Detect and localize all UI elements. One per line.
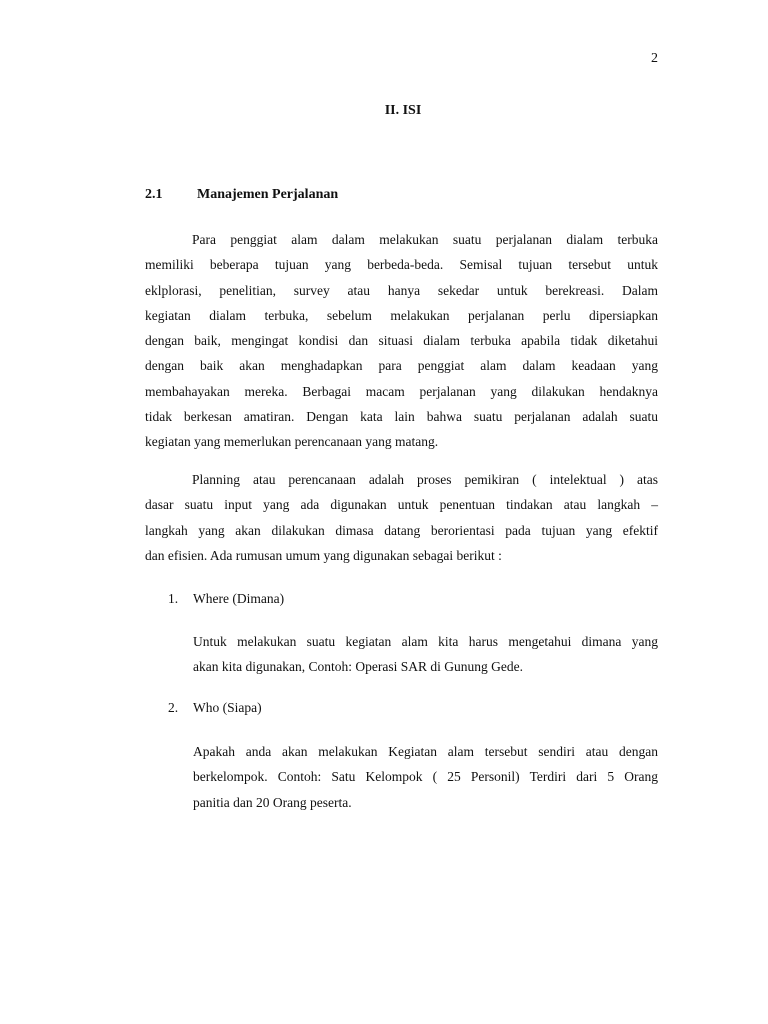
paragraph-line: dengan baik akan menghadapkan para penggiat alam dalam keadaan yang xyxy=(145,358,658,374)
paragraph-line: kegiatan yang memerlukan perencanaan yang matang. xyxy=(145,434,439,450)
paragraph-1 xyxy=(145,227,658,455)
page-number: 2 xyxy=(651,51,658,66)
paragraph-line: dengan baik, mengingat kondisi dan situasi dialam terbuka apabila tidak diketahui xyxy=(145,333,658,349)
section-title: Manajemen Perjalanan xyxy=(197,187,339,202)
paragraph-line: dasar suatu input yang ada digunakan untuk penentuan tindakan atau langkah – xyxy=(145,497,658,513)
list-item-where xyxy=(168,591,284,607)
paragraph-line: Para penggiat alam dalam melakukan suatu perjalanan dialam terbuka xyxy=(192,232,658,247)
list-item-who-body xyxy=(193,739,658,815)
list-item-body-line: Apakah anda akan melakukan Kegiatan alam tersebut sendiri atau dengan xyxy=(193,744,658,759)
list-item-body-line: akan kita digunakan, Contoh: Operasi SAR di Gunung Gede. xyxy=(193,659,523,675)
list-item-body-line: Untuk melakukan suatu kegiatan alam kita harus mengetahui dimana yang xyxy=(193,634,658,649)
list-item-number: 1. xyxy=(168,591,179,606)
paragraph-line: tidak berkesan amatiran. Dengan kata lain bahwa suatu perjalanan adalah suatu xyxy=(145,409,658,425)
section-heading xyxy=(145,187,338,203)
paragraph-line: langkah yang akan dilakukan dimasa datang berorientasi pada tujuan yang efektif xyxy=(145,522,658,538)
paragraph-line: kegiatan dialam terbuka, sebelum melakukan perjalanan perlu dipersiapkan xyxy=(145,307,658,323)
list-item-who xyxy=(168,700,262,716)
list-item-title: Who (Siapa) xyxy=(193,700,262,715)
paragraph-line: memiliki beberapa tujuan yang berbeda-beda. Semisal tujuan tersebut untuk xyxy=(145,257,658,273)
paragraph-2 xyxy=(145,467,658,568)
section-number: 2.1 xyxy=(145,187,163,202)
list-item-number: 2. xyxy=(168,700,179,715)
list-item-body-line: berkelompok. Contoh: Satu Kelompok ( 25 Personil) Terdiri dari 5 Orang xyxy=(193,769,658,785)
list-item-where-body xyxy=(193,629,658,680)
paragraph-line: eklplorasi, penelitian, survey atau hanya sekedar untuk berekreasi. Dalam xyxy=(145,282,658,298)
chapter-title: II. ISI xyxy=(384,103,422,118)
list-item-body-line: panitia dan 20 Orang peserta. xyxy=(193,794,352,810)
paragraph-line: dan efisien. Ada rumusan umum yang digunakan sebagai berikut : xyxy=(145,547,502,563)
list-item-title: Where (Dimana) xyxy=(193,591,285,606)
paragraph-line: Planning atau perencanaan adalah proses pemikiran ( intelektual ) atas xyxy=(192,472,658,487)
paragraph-line: membahayakan mereka. Berbagai macam perjalanan yang dilakukan hendaknya xyxy=(145,383,658,399)
